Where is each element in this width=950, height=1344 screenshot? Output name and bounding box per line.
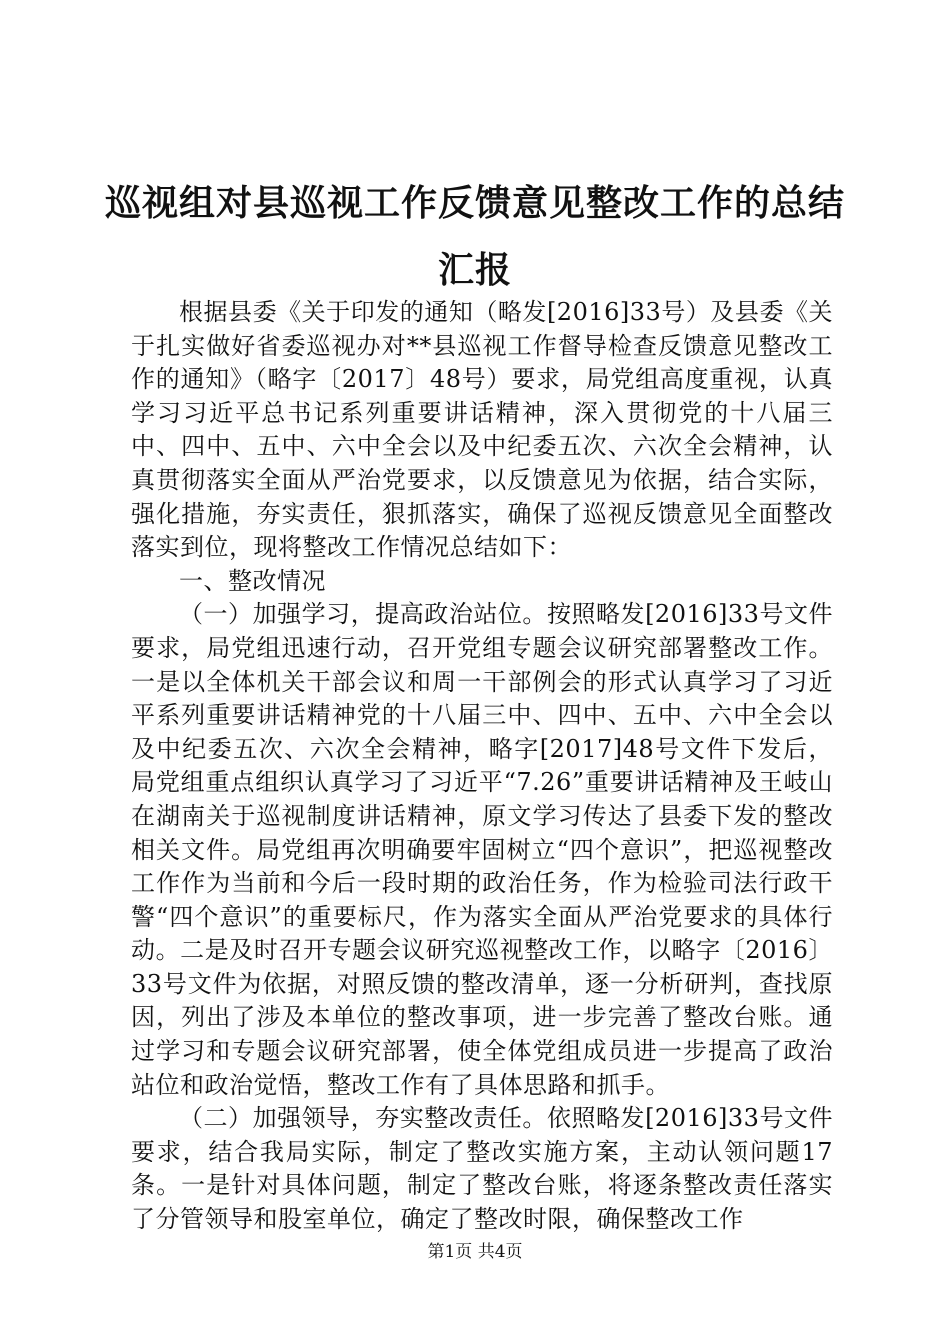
page-footer: 第1页 共4页 xyxy=(427,1242,523,1262)
section-heading: 一、整改情况 xyxy=(179,566,326,595)
document-title-line-1: 巡视组对县巡视工作反馈意见整改工作的总结 xyxy=(104,182,845,224)
document-body xyxy=(131,296,833,1237)
section-1-paragraph: （一）加强学习，提高政治站位。按照略发[2016]33号文件要求，局党组迅速行动，召开党组专题会议研究部署整改工作。一是以全体机关干部会议和周一干部例会的形式认真学习了习近平系列重要讲话精神党的十八届三中、四中、五中、六中全会以及中纪委五次、六次全会精神，略字[2017]48号文件下发后，局党组重点组织认真学习了习近平“7.26”重要讲话精神及王岐山在湖南关于巡视制度讲话精神，原文学习传达了县委下发的整改相关文件。局党组再次明确要牢固树立“四个意识”，把巡视整改工作作为当前和今后一段时期的政治任务，作为检验司法行政干警“四个意识”的重要标尺，作为落实全面从严治党要求的具体行动。二是及时召开专题会议研究巡视整改工作，以略字〔2016〕33号文件为依据，对照反馈的整改清单，逐一分析研判，查找原因，列出了涉及本单位的整改事项，进一步完善了整改台账。通过学习和专题会议研究部署，使全体党组成员进一步提高了政治站位和政治觉悟，整改工作有了具体思路和抓手。 xyxy=(131,600,833,1099)
intro-paragraph: 根据县委《关于印发的通知（略发[2016]33号）及县委《关于扎实做好省委巡视办对**县巡视工作督导检查反馈意见整改工作的通知》（略字〔2017〕48号）要求，局党组高度重视，认真学习习近平总书记系列重要讲话精神，深入贯彻党的十八届三中、四中、五中、六中全会以及中纪委五次、六次全会精神，认真贯彻落实全面从严治党要求，以反馈意见为依据，结合实际，强化措施，夯实责任，狠抓落实，确保了巡视反馈意见全面整改落实到位，现将整改工作情况总结如下： xyxy=(131,298,833,562)
section-2-paragraph: （二）加强领导，夯实整改责任。依照略发[2016]33号文件要求，结合我局实际，制定了整改实施方案，主动认领问题17条。一是针对具体问题，制定了整改台账，将逐条整改责任落实了分管领导和股室单位，确定了整改时限，确保整改工作 xyxy=(131,1104,833,1234)
document-title-line-2: 汇报 xyxy=(437,249,512,291)
